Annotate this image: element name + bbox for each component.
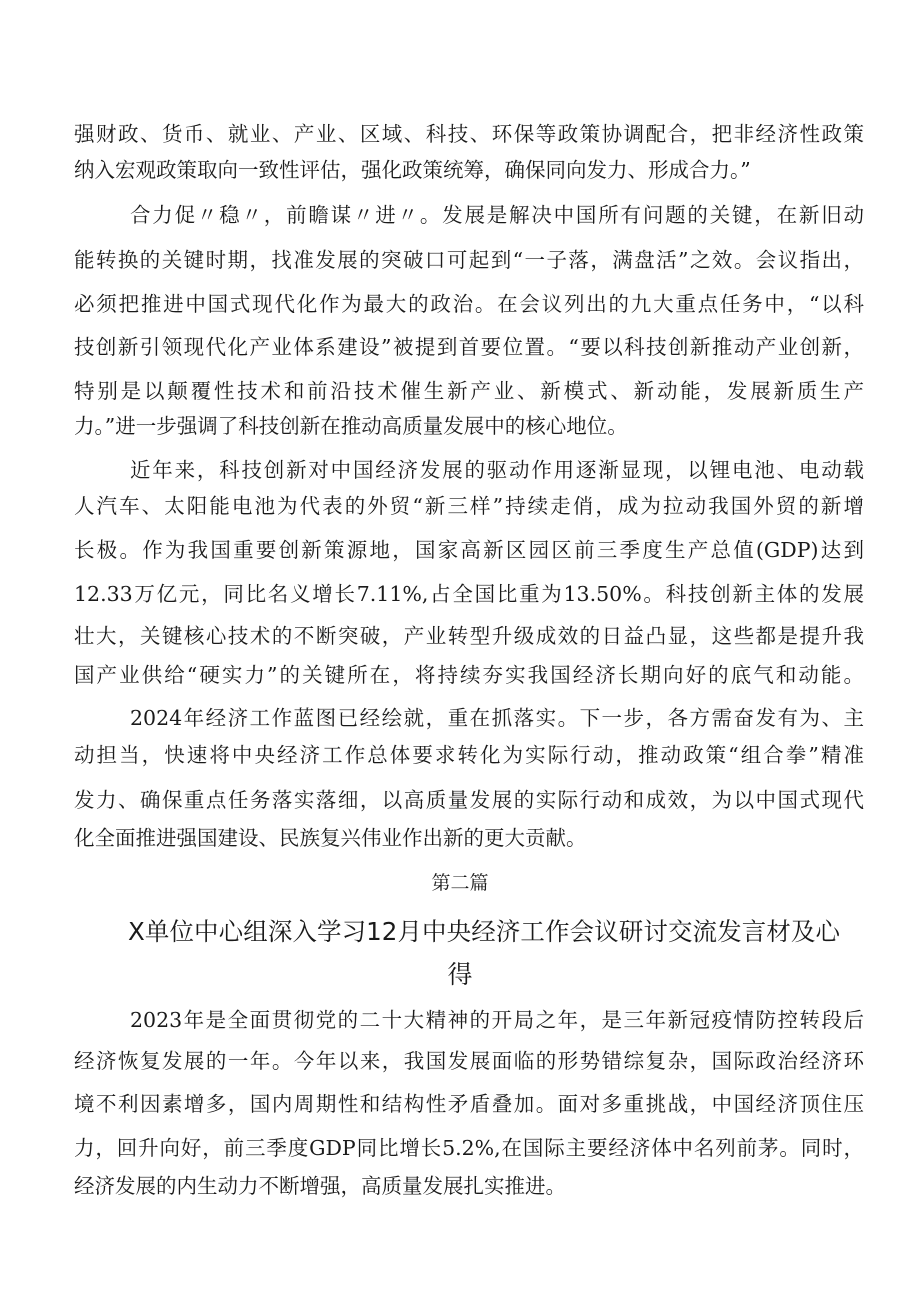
- article-title-continuation: 得: [447, 960, 473, 989]
- text-line: 力。”进一步强调了科技创新在推动高质量发展中的核心地位。: [74, 414, 628, 438]
- text-line: 特别是以颠覆性技术和前沿技术催生新产业、新模式、新动能，发展新质生产: [74, 379, 864, 403]
- text-line: 2024年经济工作蓝图已经绘就，重在抓落实。下一步，各方需奋发有为、主: [130, 706, 864, 730]
- text-line: 境不利因素增多，国内周期性和结构性矛盾叠加。面对多重挑战，中国经济顶住压: [74, 1092, 864, 1116]
- text-line: 经济发展的内生动力不断增强，高质量发展扎实推进。: [74, 1174, 566, 1198]
- text-line: 必须把推进中国式现代化作为最大的政治。在会议列出的九大重点任务中，“以科: [74, 292, 864, 316]
- text-line: 纳入宏观政策取向一致性评估，强化政策统筹，确保同向发力、形成合力。”: [74, 158, 751, 182]
- text-line: 技创新引领现代化产业体系建设”被提到首要位置。“要以科技创新推动产业创新，: [74, 335, 864, 359]
- text-line: 2023年是全面贯彻党的二十大精神的开局之年，是三年新冠疫情防控转段后: [130, 1008, 864, 1032]
- text-line: 人汽车、太阳能电池为代表的外贸“新三样”持续走俏，成为拉动我国外贸的新增: [74, 494, 864, 518]
- text-line: 国产业供给“硬实力”的关键所在，将持续夯实我国经济长期向好的底气和动能。: [74, 663, 864, 687]
- text-line: 能转换的关键时期，找准发展的突破口可起到“一子落，满盘活”之效。会议指出，: [74, 248, 864, 272]
- text-line: 近年来，科技创新对中国经济发展的驱动作用逐渐显现，以锂电池、电动载: [130, 458, 864, 482]
- text-line: 动担当，快速将中央经济工作总体要求转化为实际行动，推动政策“组合拳”精准: [74, 743, 864, 767]
- text-line: 强财政、货币、就业、产业、区域、科技、环保等政策协调配合，把非经济性政策: [74, 122, 864, 146]
- text-line: 12.33万亿元，同比名义增长7.11%,占全国比重为13.50%。科技创新主体的发展: [74, 582, 864, 606]
- article-title: X单位中心组深入学习12月中央经济工作会议研讨交流发言材及心: [128, 917, 840, 946]
- text-line: 发力、确保重点任务落实落细，以高质量发展的实际行动和成效，为以中国式现代: [74, 788, 864, 812]
- section-label: 第二篇: [431, 872, 489, 894]
- text-line: 化全面推进强国建设、民族复兴伟业作出新的更大贡献。: [74, 826, 587, 850]
- text-line: 合力促〃稳〃，前瞻谋〃进〃。发展是解决中国所有问题的关键，在新旧动: [130, 203, 864, 227]
- text-line: 力，回升向好，前三季度GDP同比增长5.2%,在国际主要经济体中名列前茅。同时，: [74, 1136, 864, 1160]
- text-line: 壮大，关键核心技术的不断突破，产业转型升级成效的日益凸显，这些都是提升我: [74, 624, 864, 648]
- text-line: 经济恢复发展的一年。今年以来，我国发展面临的形势错综复杂，国际政治经济环: [74, 1049, 864, 1073]
- text-line: 长极。作为我国重要创新策源地，国家高新区园区前三季度生产总值(GDP)达到: [74, 538, 864, 562]
